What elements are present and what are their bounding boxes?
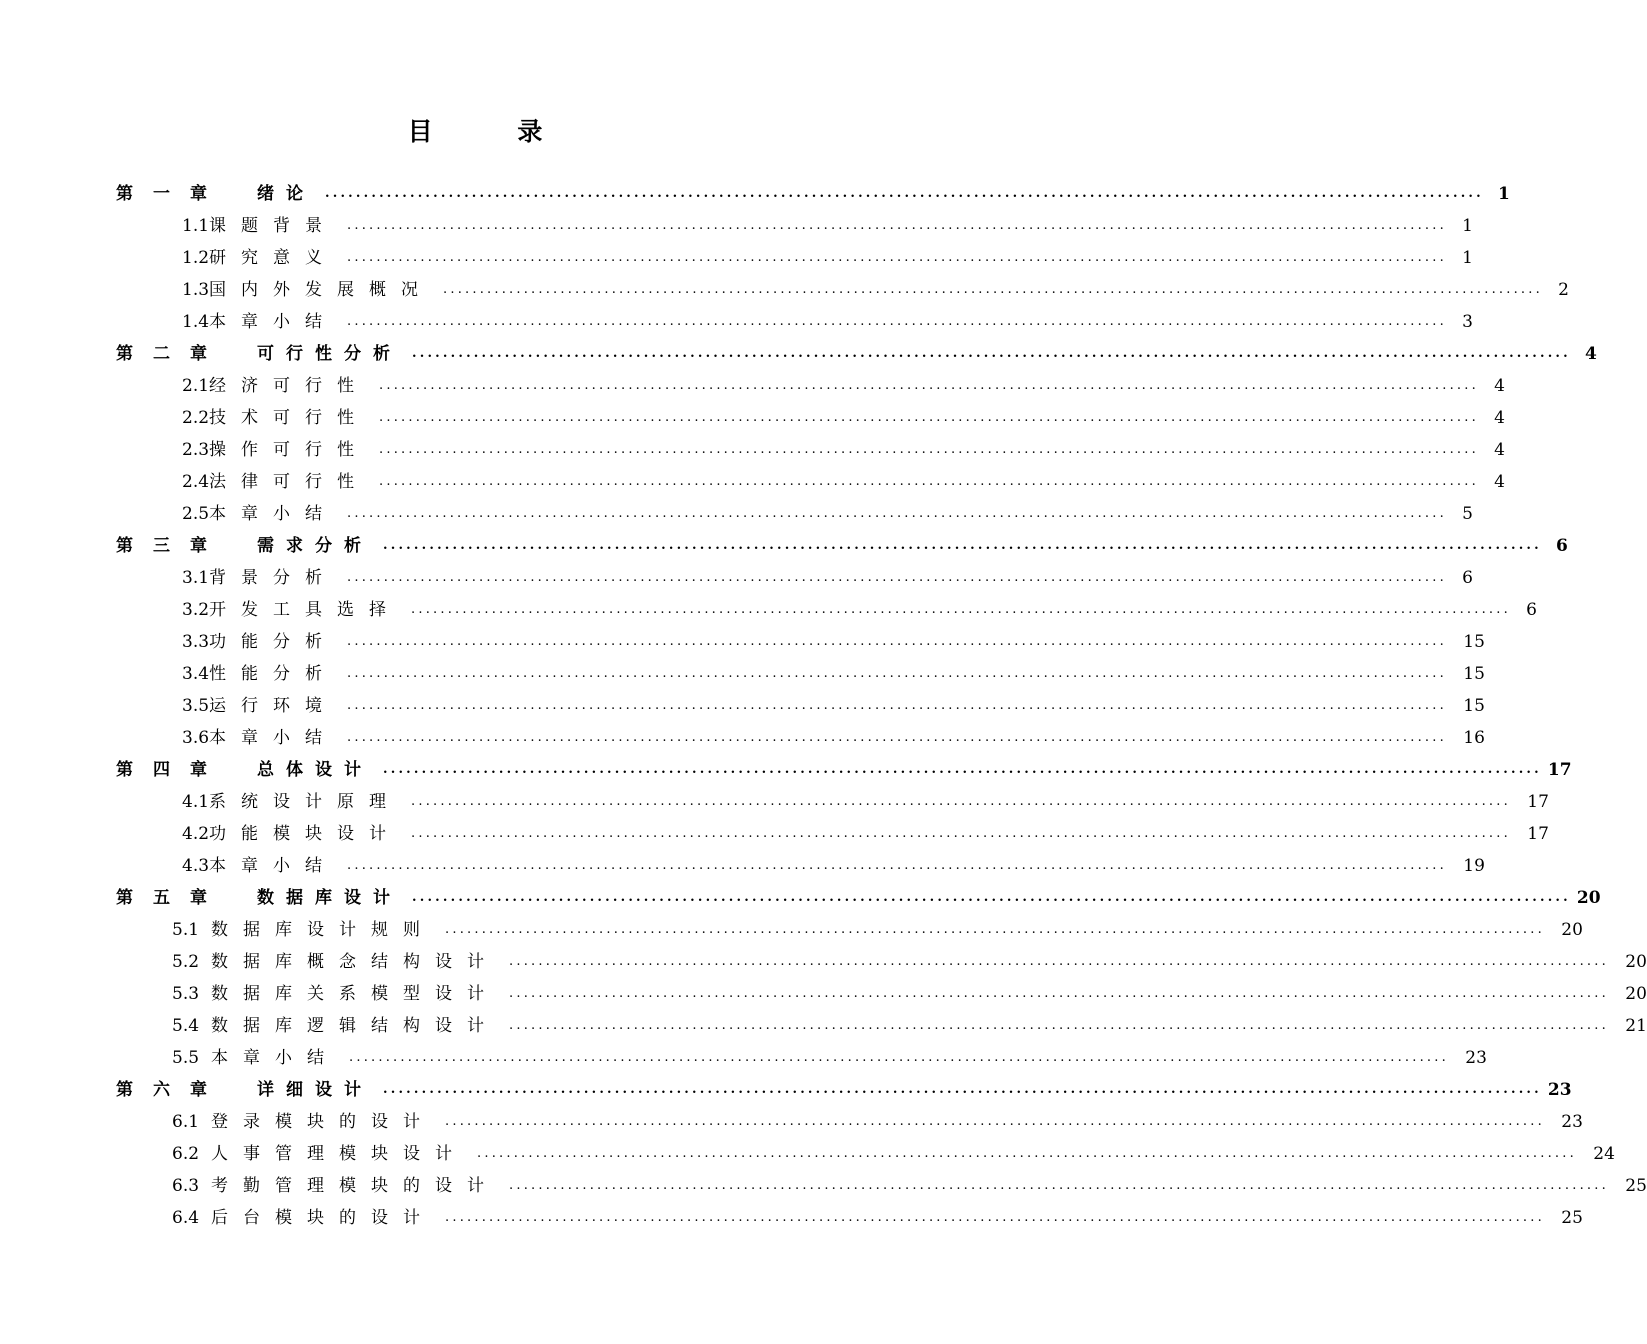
section-number: 4.1 — [182, 792, 210, 812]
chapter-number: 第四章 — [116, 760, 227, 780]
dot-leader: ...................................................................................................................................................... — [325, 186, 1484, 201]
entry-title: 需求分析 — [257, 536, 373, 556]
toc-entry-label — [172, 1138, 467, 1170]
toc-entry-label — [172, 1202, 435, 1234]
section-number: 5.2 — [172, 952, 200, 972]
toc-section-entry[interactable] — [0, 274, 1569, 306]
toc-section-entry[interactable] — [0, 1170, 1647, 1202]
toc-entry-label — [182, 274, 433, 306]
entry-title: 数据库逻辑结构设计 — [211, 1016, 500, 1036]
toc-section-entry[interactable] — [0, 306, 1473, 338]
page-number: 17 — [1527, 792, 1549, 812]
page-number: 2 — [1558, 280, 1569, 300]
toc-section-entry[interactable] — [0, 466, 1505, 498]
dot-leader: ...................................................................................................................................................... — [509, 986, 1609, 1001]
entry-title: 后台模块的设计 — [211, 1208, 436, 1228]
entry-title: 国内外发展概况 — [209, 280, 434, 300]
page-number: 4 — [1494, 376, 1505, 396]
toc-entry-label — [116, 530, 373, 562]
page-number: 20 — [1561, 920, 1583, 940]
page-number: 23 — [1561, 1112, 1583, 1132]
entry-title: 总体设计 — [257, 760, 373, 780]
toc-section-entry[interactable] — [0, 210, 1473, 242]
page-number: 4 — [1494, 440, 1505, 460]
page-title: 目 录 — [407, 117, 581, 146]
page-number: 15 — [1463, 664, 1485, 684]
chapter-number: 第五章 — [116, 888, 227, 908]
toc-entry-label — [182, 658, 337, 690]
entry-title: 系统设计原理 — [209, 792, 402, 812]
dot-leader: ...................................................................................................................................................... — [445, 1210, 1545, 1225]
entry-title: 课题背景 — [209, 216, 338, 236]
section-number: 4.2 — [182, 824, 210, 844]
page-number: 20 — [1625, 952, 1647, 972]
section-number: 3.2 — [182, 600, 210, 620]
entry-title: 数据库设计 — [257, 888, 402, 908]
page-number: 20 — [1576, 888, 1601, 908]
toc-entry-label — [182, 210, 337, 242]
page-number: 16 — [1463, 728, 1485, 748]
dot-leader: ...................................................................................................................................................... — [379, 378, 1479, 393]
section-number: 2.5 — [182, 504, 210, 524]
toc-entry-label — [116, 1074, 373, 1106]
dot-leader: ...................................................................................................................................................... — [445, 1114, 1545, 1129]
toc-section-entry[interactable] — [0, 786, 1549, 818]
page-number: 23 — [1465, 1048, 1487, 1068]
entry-title: 功能模块设计 — [209, 824, 402, 844]
entry-title: 本章小结 — [209, 312, 338, 332]
toc-section-entry[interactable] — [0, 1138, 1615, 1170]
toc-section-entry[interactable] — [0, 594, 1537, 626]
entry-title: 考勤管理模块的设计 — [211, 1176, 500, 1196]
entry-title: 法律可行性 — [209, 472, 370, 492]
entry-title: 运行环境 — [209, 696, 338, 716]
toc-entry-label — [182, 466, 369, 498]
section-number: 1.3 — [182, 280, 210, 300]
table-of-contents — [0, 178, 1647, 1234]
toc-entry-label — [116, 178, 315, 210]
page-number: 25 — [1561, 1208, 1583, 1228]
toc-entry-label — [182, 818, 401, 850]
toc-entry-label — [116, 882, 402, 914]
section-number: 1.1 — [182, 216, 210, 236]
toc-section-entry[interactable] — [0, 818, 1549, 850]
toc-section-entry[interactable] — [0, 370, 1505, 402]
toc-section-entry[interactable] — [0, 978, 1647, 1010]
page-number: 1 — [1498, 184, 1510, 204]
entry-title: 可行性分析 — [257, 344, 402, 364]
dot-leader: ...................................................................................................................................................... — [412, 890, 1571, 905]
section-number: 2.2 — [182, 408, 210, 428]
dot-leader: ...................................................................................................................................................... — [379, 474, 1479, 489]
dot-leader: ...................................................................................................................................................... — [383, 538, 1542, 553]
entry-title: 本章小结 — [209, 504, 338, 524]
page-number: 20 — [1625, 984, 1647, 1004]
toc-entry-label — [182, 562, 337, 594]
section-number: 3.6 — [182, 728, 210, 748]
chapter-number: 第一章 — [116, 184, 227, 204]
toc-entry-label — [182, 370, 369, 402]
page-number: 17 — [1527, 824, 1549, 844]
page-number: 4 — [1494, 408, 1505, 428]
section-number: 6.2 — [172, 1144, 200, 1164]
page-number: 15 — [1463, 632, 1485, 652]
toc-section-entry[interactable] — [0, 850, 1485, 882]
entry-title: 功能分析 — [209, 632, 338, 652]
dot-leader: ...................................................................................................................................................... — [347, 858, 1447, 873]
toc-entry-label — [116, 754, 373, 786]
section-number: 5.4 — [172, 1016, 200, 1036]
section-number: 5.1 — [172, 920, 200, 940]
page-number: 6 — [1526, 600, 1537, 620]
entry-title: 经济可行性 — [209, 376, 370, 396]
page-number: 3 — [1462, 312, 1473, 332]
entry-title: 数据库设计规则 — [211, 920, 436, 940]
page-number: 1 — [1462, 216, 1473, 236]
entry-title: 本章小结 — [211, 1048, 340, 1068]
toc-section-entry[interactable] — [0, 1106, 1583, 1138]
toc-section-entry[interactable] — [0, 402, 1505, 434]
entry-title: 研究意义 — [209, 248, 338, 268]
toc-entry-label — [182, 690, 337, 722]
entry-title: 数据库关系模型设计 — [211, 984, 500, 1004]
toc-entry-label — [172, 1106, 435, 1138]
dot-leader: ...................................................................................................................................................... — [445, 922, 1545, 937]
section-number: 4.3 — [182, 856, 210, 876]
dot-leader: ...................................................................................................................................................... — [379, 410, 1479, 425]
page-number: 1 — [1462, 248, 1473, 268]
toc-entry-label — [182, 722, 337, 754]
section-number: 5.5 — [172, 1048, 200, 1068]
section-number: 3.5 — [182, 696, 210, 716]
toc-entry-label — [172, 946, 499, 978]
toc-section-entry[interactable] — [0, 1010, 1647, 1042]
dot-leader: ...................................................................................................................................................... — [379, 442, 1479, 457]
page-number: 15 — [1463, 696, 1485, 716]
toc-entry-label — [172, 914, 435, 946]
toc-section-entry[interactable] — [0, 658, 1485, 690]
entry-title: 背景分析 — [209, 568, 338, 588]
dot-leader: ...................................................................................................................................................... — [347, 634, 1447, 649]
toc-entry-label — [182, 498, 337, 530]
toc-entry-label — [182, 242, 337, 274]
section-number: 2.1 — [182, 376, 210, 396]
dot-leader: ...................................................................................................................................................... — [412, 346, 1571, 361]
toc-section-entry[interactable] — [0, 498, 1473, 530]
page-number: 4 — [1585, 344, 1597, 364]
dot-leader: ...................................................................................................................................................... — [347, 250, 1447, 265]
toc-entry-label — [172, 1170, 499, 1202]
toc-section-entry[interactable] — [0, 626, 1485, 658]
page-number: 19 — [1463, 856, 1485, 876]
dot-leader: ...................................................................................................................................................... — [443, 282, 1543, 297]
dot-leader: ...................................................................................................................................................... — [349, 1050, 1449, 1065]
toc-entry-label — [172, 1010, 499, 1042]
dot-leader: ...................................................................................................................................................... — [411, 602, 1511, 617]
dot-leader: ...................................................................................................................................................... — [347, 314, 1447, 329]
chapter-number: 第三章 — [116, 536, 227, 556]
entry-title: 技术可行性 — [209, 408, 370, 428]
toc-entry-label — [172, 1042, 339, 1074]
toc-chapter-entry[interactable] — [0, 1074, 1572, 1106]
page-number: 6 — [1556, 536, 1568, 556]
section-number: 2.3 — [182, 440, 210, 460]
page-number: 17 — [1547, 760, 1572, 780]
entry-title: 本章小结 — [209, 856, 338, 876]
dot-leader: ...................................................................................................................................................... — [347, 698, 1447, 713]
entry-title: 数据库概念结构设计 — [211, 952, 500, 972]
toc-section-entry[interactable] — [0, 242, 1473, 274]
toc-entry-label — [182, 850, 337, 882]
dot-leader: ...................................................................................................................................................... — [347, 570, 1447, 585]
toc-section-entry[interactable] — [0, 914, 1583, 946]
dot-leader: ...................................................................................................................................................... — [509, 1018, 1609, 1033]
chapter-number: 第六章 — [116, 1080, 227, 1100]
section-number: 1.2 — [182, 248, 210, 268]
dot-leader: ...................................................................................................................................................... — [509, 1178, 1609, 1193]
toc-entry-label — [182, 786, 401, 818]
entry-title: 性能分析 — [209, 664, 338, 684]
entry-title: 绪论 — [257, 184, 315, 204]
toc-section-entry[interactable] — [0, 946, 1647, 978]
toc-section-entry[interactable] — [0, 722, 1485, 754]
page-number: 5 — [1462, 504, 1473, 524]
toc-chapter-entry[interactable] — [0, 338, 1597, 370]
toc-entry-label — [182, 434, 369, 466]
dot-leader: ...................................................................................................................................................... — [347, 218, 1447, 233]
toc-section-entry[interactable] — [0, 434, 1505, 466]
page-number: 4 — [1494, 472, 1505, 492]
page-number: 24 — [1593, 1144, 1615, 1164]
toc-chapter-entry[interactable] — [0, 178, 1510, 210]
toc-chapter-entry[interactable] — [0, 754, 1572, 786]
entry-title: 详细设计 — [257, 1080, 373, 1100]
toc-entry-label — [182, 594, 401, 626]
dot-leader: ...................................................................................................................................................... — [509, 954, 1609, 969]
section-number: 3.3 — [182, 632, 210, 652]
section-number: 6.1 — [172, 1112, 200, 1132]
entry-title: 本章小结 — [209, 728, 338, 748]
toc-section-entry[interactable] — [0, 1202, 1583, 1234]
dot-leader: ...................................................................................................................................................... — [411, 826, 1511, 841]
page-number: 6 — [1462, 568, 1473, 588]
page-number: 21 — [1625, 1016, 1647, 1036]
page-number: 25 — [1625, 1176, 1647, 1196]
dot-leader: ...................................................................................................................................................... — [383, 1082, 1542, 1097]
toc-section-entry[interactable] — [0, 690, 1485, 722]
section-number: 1.4 — [182, 312, 210, 332]
section-number: 5.3 — [172, 984, 200, 1004]
dot-leader: ...................................................................................................................................................... — [347, 506, 1447, 521]
entry-title: 人事管理模块设计 — [211, 1144, 468, 1164]
dot-leader: ...................................................................................................................................................... — [383, 762, 1542, 777]
toc-chapter-entry[interactable] — [0, 530, 1568, 562]
dot-leader: ...................................................................................................................................................... — [347, 730, 1447, 745]
chapter-number: 第二章 — [116, 344, 227, 364]
toc-entry-label — [116, 338, 402, 370]
section-number: 2.4 — [182, 472, 210, 492]
section-number: 6.4 — [172, 1208, 200, 1228]
page-number: 23 — [1547, 1080, 1572, 1100]
section-number: 6.3 — [172, 1176, 200, 1196]
toc-entry-label — [182, 306, 337, 338]
section-number: 3.4 — [182, 664, 210, 684]
entry-title: 登录模块的设计 — [211, 1112, 436, 1132]
dot-leader: ...................................................................................................................................................... — [477, 1146, 1577, 1161]
dot-leader: ...................................................................................................................................................... — [347, 666, 1447, 681]
dot-leader: ...................................................................................................................................................... — [411, 794, 1511, 809]
entry-title: 开发工具选择 — [209, 600, 402, 620]
toc-chapter-entry[interactable] — [0, 882, 1601, 914]
toc-entry-label — [172, 978, 499, 1010]
toc-section-entry[interactable] — [0, 1042, 1487, 1074]
toc-entry-label — [182, 626, 337, 658]
toc-section-entry[interactable] — [0, 562, 1473, 594]
toc-entry-label — [182, 402, 369, 434]
entry-title: 操作可行性 — [209, 440, 370, 460]
section-number: 3.1 — [182, 568, 210, 588]
